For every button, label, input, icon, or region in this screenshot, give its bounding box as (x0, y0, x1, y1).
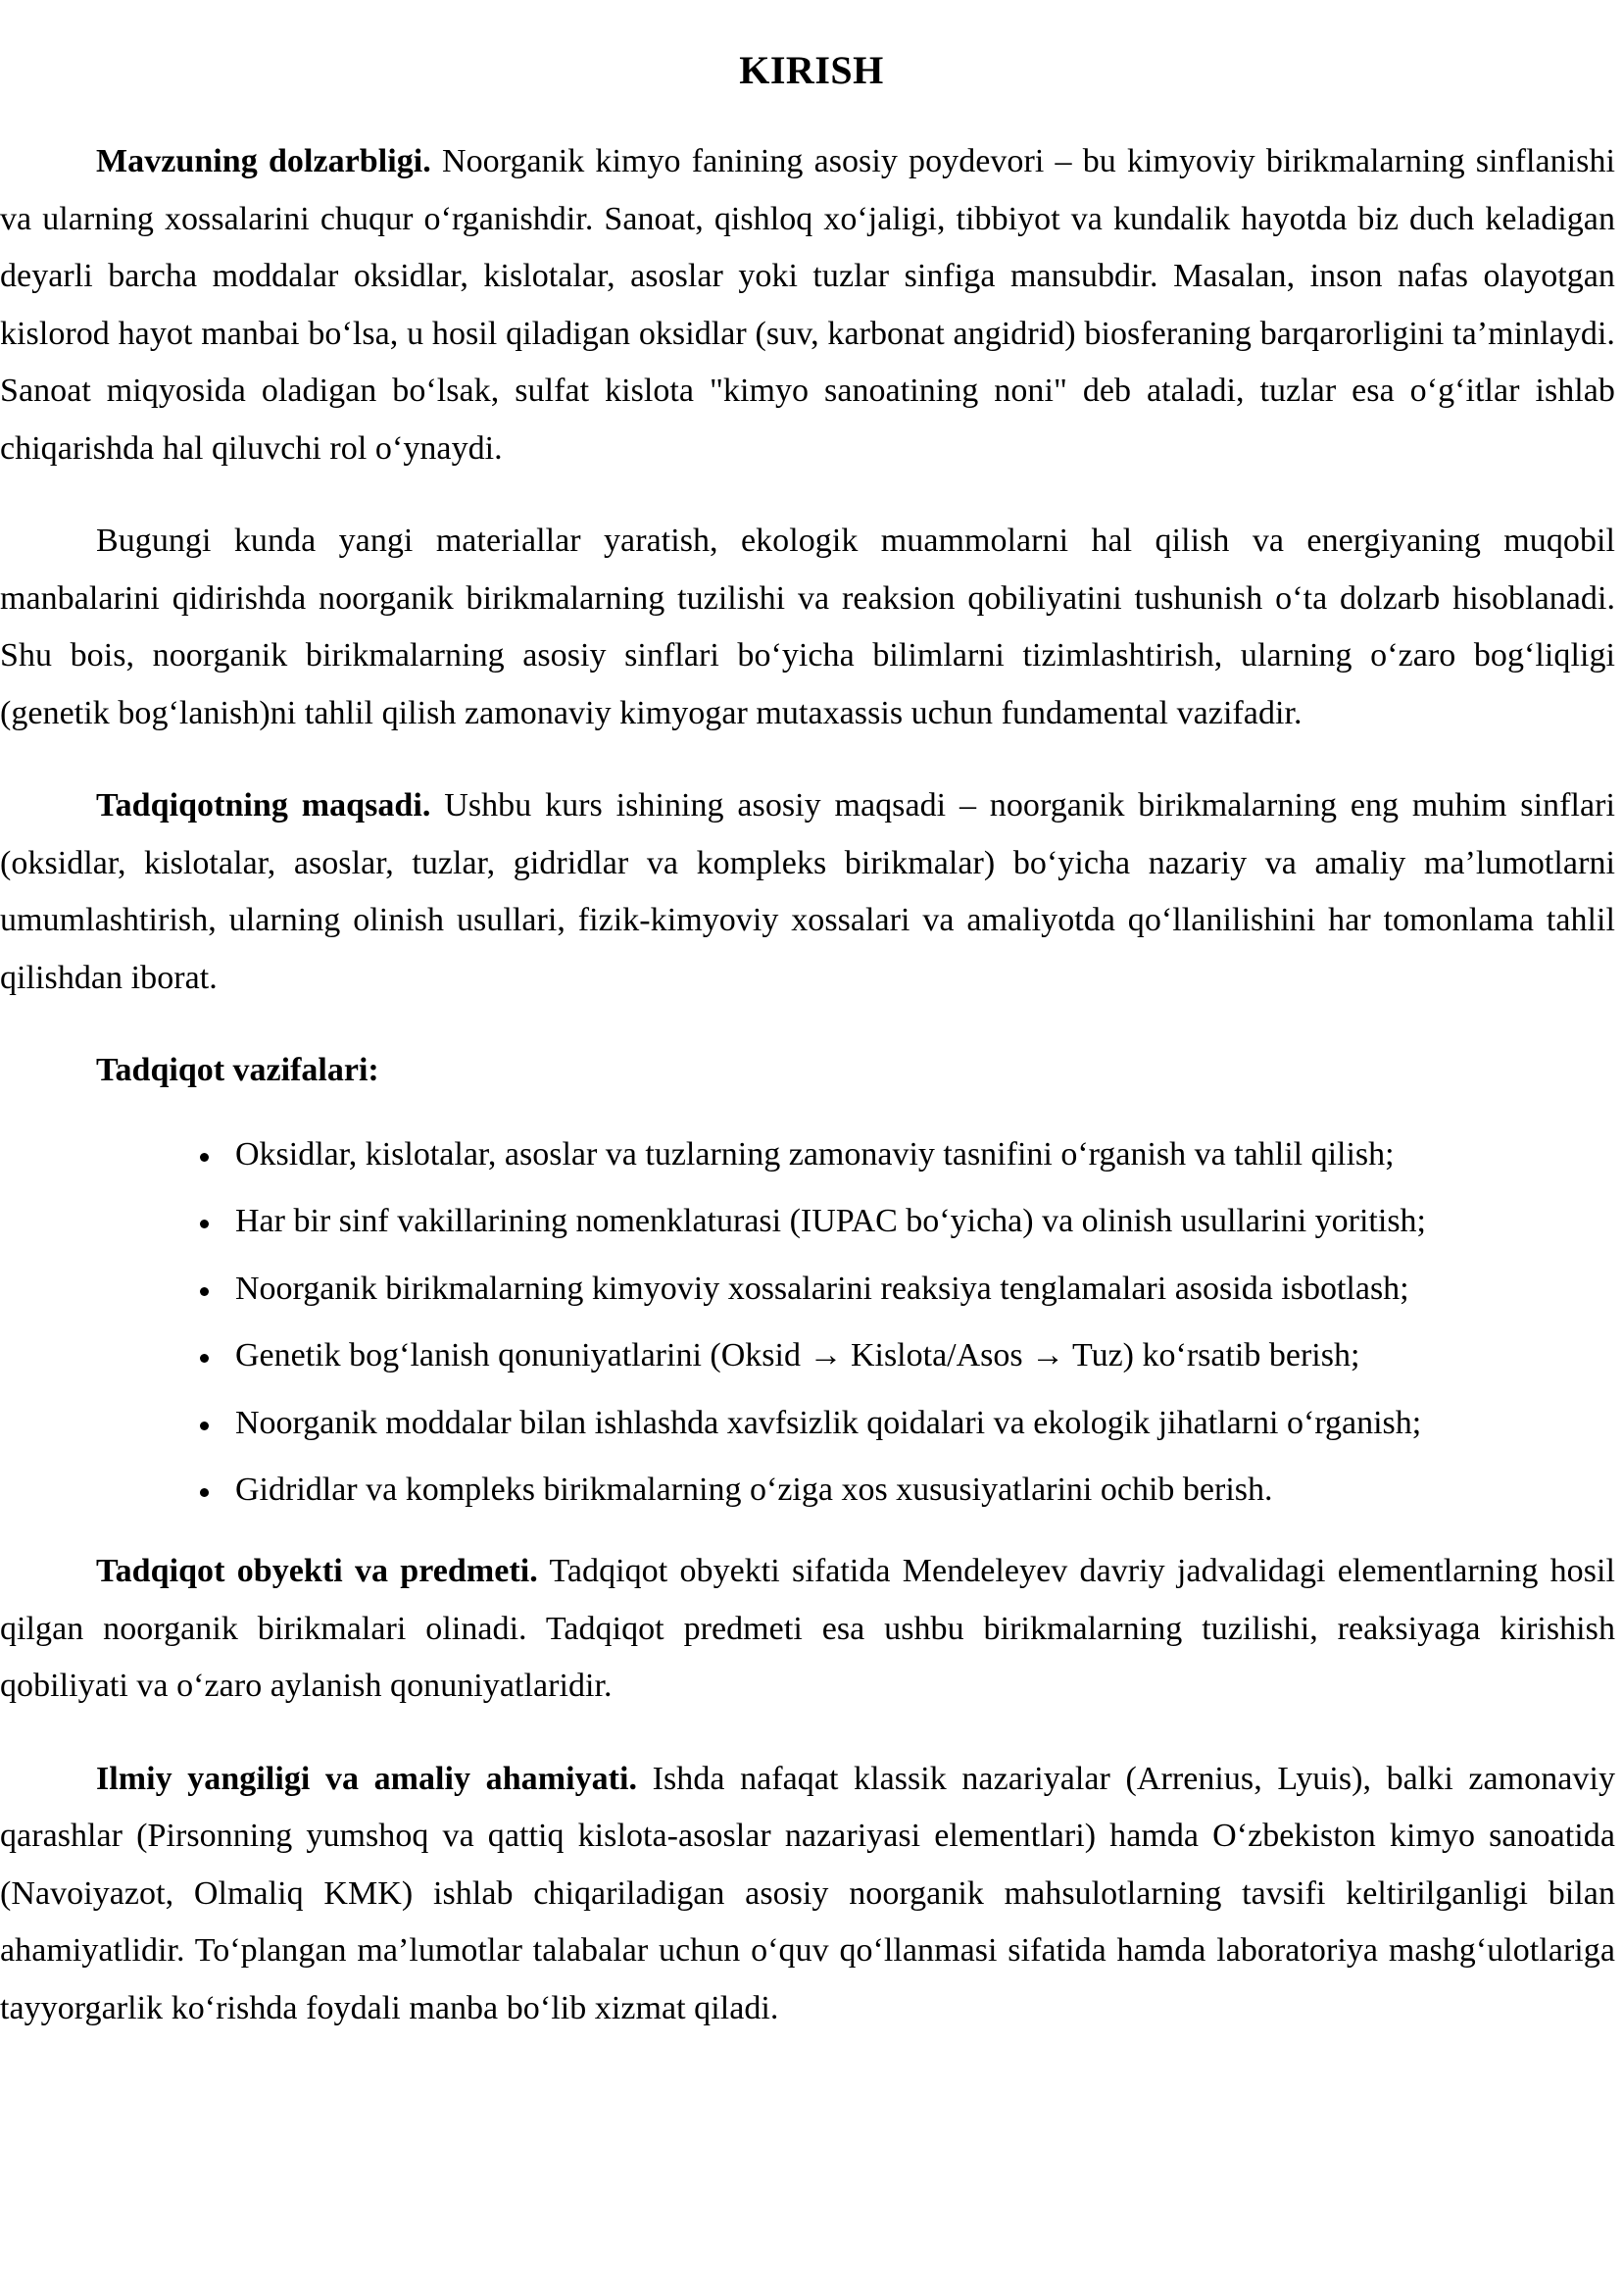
tasks-heading: Tadqiqot vazifalari: (96, 1052, 379, 1088)
goal-lead: Tadqiqotning maqsadi. (96, 787, 431, 824)
bullet-icon (200, 1287, 209, 1296)
bullet-icon (200, 1488, 209, 1497)
list-item-text: Oksidlar, kislotalar, asoslar va tuzlarning zamonaviy tasnifini o‘rganish va tahlil qilish; (235, 1135, 1395, 1173)
relevance-lead: Mavzuning dolzarbligi. (96, 143, 431, 179)
bullet-icon (200, 1354, 209, 1363)
bullet-icon (200, 1153, 209, 1162)
novelty-text: Ishda nafaqat klassik nazariyalar (Arrenius, Lyuis), balki zamonaviy qarashlar (Pirsonning yumshoq va qattiq kislota-asoslar nazariyasi elementlari) hamda O‘zbekiston kimyo sanoatida (Navoiyazot, Olmaliq KMK) ishlab chiqariladigan asosiy noorganik mahsulotlarning tavsifi keltirilganligi bilan ahamiyatlidir. To‘plangan ma’lumotlar talabalar uchun o‘quv qo‘llanmasi sifatida hamda laboratoriya mashg‘ulotlariga tayyorgarlik ko‘rishda foydali manba bo‘lib xizmat qiladi. (0, 1760, 1616, 2026)
list-item-text: Genetik bog‘lanish qonuniyatlarini (Oksid → Kislota/Asos → Tuz) ko‘rsatib berish; (235, 1337, 1360, 1373)
list-item-text: Noorganik moddalar bilan ishlashda xavfsizlik qoidalari va ekologik jihatlarni o‘rganish; (235, 1404, 1422, 1441)
tasks-list (0, 1135, 1615, 1511)
page-title: KIRISH (739, 48, 884, 92)
novelty-paragraph (0, 1751, 1615, 2038)
goal-text: Ushbu kurs ishining asosiy maqsadi – noorganik birikmalarning eng muhim sinflari (oksidlar, kislotalar, asoslar, tuzlar, gidridlar va kompleks birikmalar) bo‘yicha nazariy va amaliy ma’lumotlarni umumlashtirish, ularning olinish usullari, fizik-kimyoviy xossalari va amaliyotda qo‘llanilishini har tomonlama tahlil qilishdan iborat. (0, 787, 1615, 996)
list-item-text: Har bir sinf vakillarining nomenklaturasi (IUPAC bo‘yicha) va olinish usullarini yoritish; (235, 1203, 1427, 1239)
list-item (0, 1471, 1615, 1510)
relevance-text: Noorganik kimyo fanining asosiy poydevori – bu kimyoviy birikmalarning sinflanishi va ularning xossalarini chuqur o‘rganishdir. Sanoat, qishloq xo‘jaligi, tibbiyot va kundalik hayotda biz duch keladigan deyarli barcha moddalar oksidlar, kislotalar, asoslar yoki tuzlar sinfiga mansubdir. Masalan, inson nafas olayotgan kislorod hayot manbai bo‘lsa, u hosil qiladigan oksidlar (suv, karbonat angidrid) biosferaning barqarorligini ta’minlaydi. Sanoat miqyosida oladigan bo‘lsak, sulfat kislota "kimyo sanoatining noni" deb ataladi, tuzlar esa o‘g‘itlar ishlab chiqarishda hal qiluvchi rol o‘ynaydi. (0, 143, 1615, 467)
bullet-icon (200, 1220, 209, 1228)
today-text: Bugungi kunda yangi materiallar yaratish, ekologik muammolarni hal qilish va energiyaning muqobil manbalarini qidirishda noorganik birikmalarning tuzilishi va reaksion qobiliyatini tushunish o‘ta dolzarb hisoblanadi. Shu bois, noorganik birikmalarning asosiy sinflari bo‘yicha bilimlarni tizimlashtirish, ularning o‘zaro bog‘liqligi (genetik bog‘lanish)ni tahlil qilish zamonaviy kimyogar mutaxassis uchun fundamental vazifadir. (0, 523, 1615, 731)
list-item (0, 1202, 1615, 1241)
bullet-icon (200, 1422, 209, 1430)
list-item (0, 1270, 1615, 1309)
list-item-text: Gidridlar va kompleks birikmalarning o‘ziga xos xususiyatlarini ochib berish. (235, 1472, 1273, 1508)
object-paragraph (0, 1543, 1615, 1716)
today-paragraph (0, 513, 1615, 742)
list-item-text: Noorganik birikmalarning kimyoviy xossalarini reaksiya tenglamalari asosida isbotlash; (235, 1270, 1409, 1307)
object-text: Tadqiqot obyekti sifatida Mendeleyev davriy jadvalidagi elementlarning hosil qilgan noorganik birikmalari olinadi. Tadqiqot predmeti esa ushbu birikmalarning tuzilishi, reaksiyaga kirishish qobiliyati va o‘zaro aylanish qonuniyatlaridir. (0, 1553, 1616, 1704)
object-lead: Tadqiqot obyekti va predmeti. (96, 1553, 538, 1589)
list-item (0, 1135, 1615, 1174)
list-item (0, 1336, 1615, 1375)
goal-paragraph (0, 777, 1615, 1007)
list-item (0, 1404, 1615, 1443)
novelty-lead: Ilmiy yangiligi va amaliy ahamiyati. (96, 1760, 638, 1797)
relevance-paragraph (0, 133, 1615, 477)
